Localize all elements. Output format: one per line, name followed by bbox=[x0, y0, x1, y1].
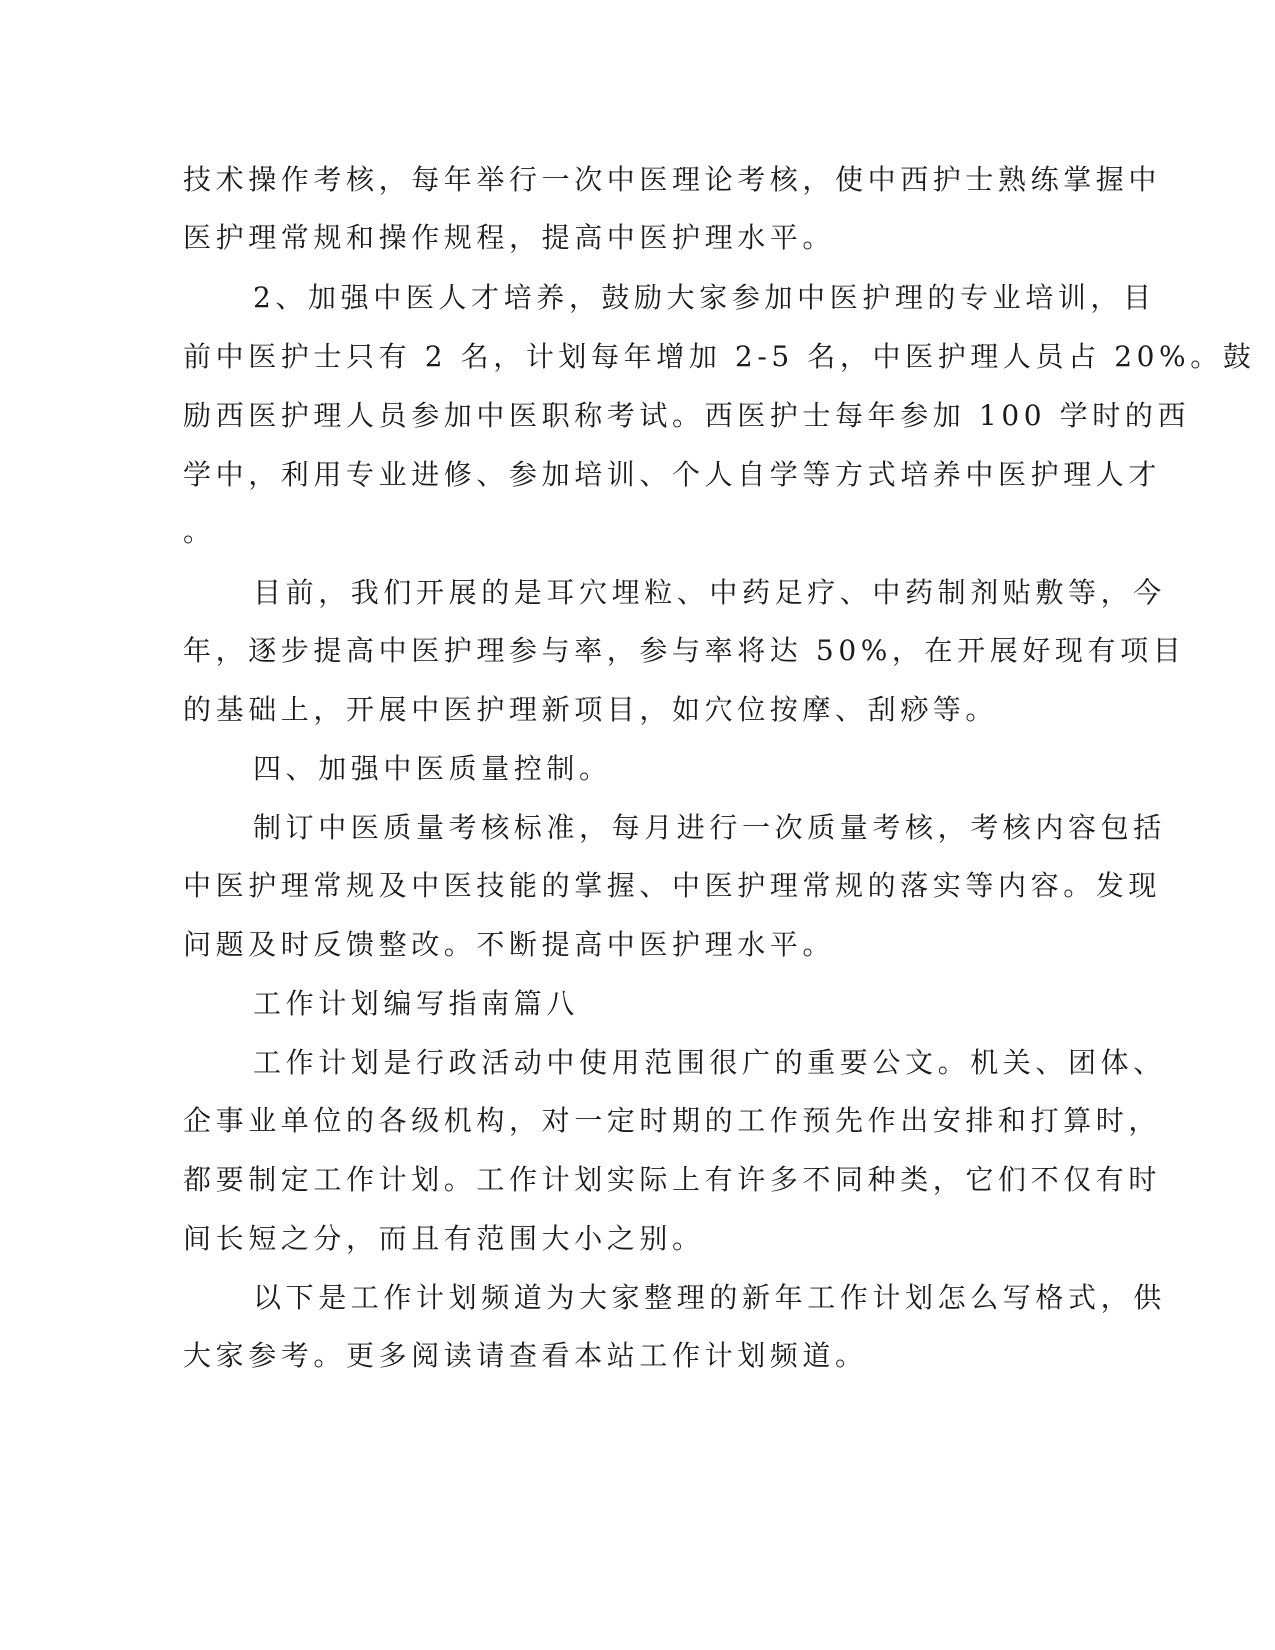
text-line: 学中，利用专业进修、参加培训、个人自学等方式培养中医护理人才 bbox=[183, 458, 1162, 491]
text-line: 的基础上，开展中医护理新项目，如穴位按摩、刮痧等。 bbox=[183, 693, 999, 726]
text-line: 中医护理常规及中医技能的掌握、中医护理常规的落实等内容。发现 bbox=[183, 869, 1162, 902]
text-line: 企事业单位的各级机构，对一定时期的工作预先作出安排和打算时， bbox=[183, 1104, 1162, 1137]
section-heading: 工作计划编写指南篇八 bbox=[253, 987, 580, 1020]
text-line: 间长短之分，而且有范围大小之别。 bbox=[183, 1222, 705, 1255]
text-line: 。 bbox=[183, 515, 216, 548]
text-line: 医护理常规和操作规程，提高中医护理水平。 bbox=[183, 221, 836, 254]
text-line: 以下是工作计划频道为大家整理的新年工作计划怎么写格式，供 bbox=[253, 1281, 1166, 1314]
section-heading: 四、加强中医质量控制。 bbox=[253, 752, 612, 785]
text-line: 前中医护士只有 2 名，计划每年增加 2-5 名，中医护理人员占 20%。鼓 bbox=[183, 340, 1256, 373]
text-line: 都要制定工作计划。工作计划实际上有许多不同种类，它们不仅有时 bbox=[183, 1163, 1162, 1196]
text-line: 励西医护理人员参加中医职称考试。西医护士每年参加 100 学时的西 bbox=[183, 399, 1191, 432]
text-line: 年，逐步提高中医护理参与率，参与率将达 50%，在开展好现有项目 bbox=[183, 634, 1186, 667]
text-line: 大家参考。更多阅读请查看本站工作计划频道。 bbox=[183, 1339, 868, 1372]
text-line: 目前，我们开展的是耳穴埋粒、中药足疗、中药制剂贴敷等，今 bbox=[253, 576, 1166, 609]
text-line: 制订中医质量考核标准，每月进行一次质量考核，考核内容包括 bbox=[253, 811, 1166, 844]
text-line: 工作计划是行政活动中使用范围很广的重要公文。机关、团体、 bbox=[253, 1046, 1166, 1079]
text-line: 2、加强中医人才培养，鼓励大家参加中医护理的专业培训，目 bbox=[253, 281, 1156, 314]
text-line: 技术操作考核，每年举行一次中医理论考核，使中西护士熟练掌握中 bbox=[183, 163, 1162, 196]
text-line: 问题及时反馈整改。不断提高中医护理水平。 bbox=[183, 928, 836, 961]
